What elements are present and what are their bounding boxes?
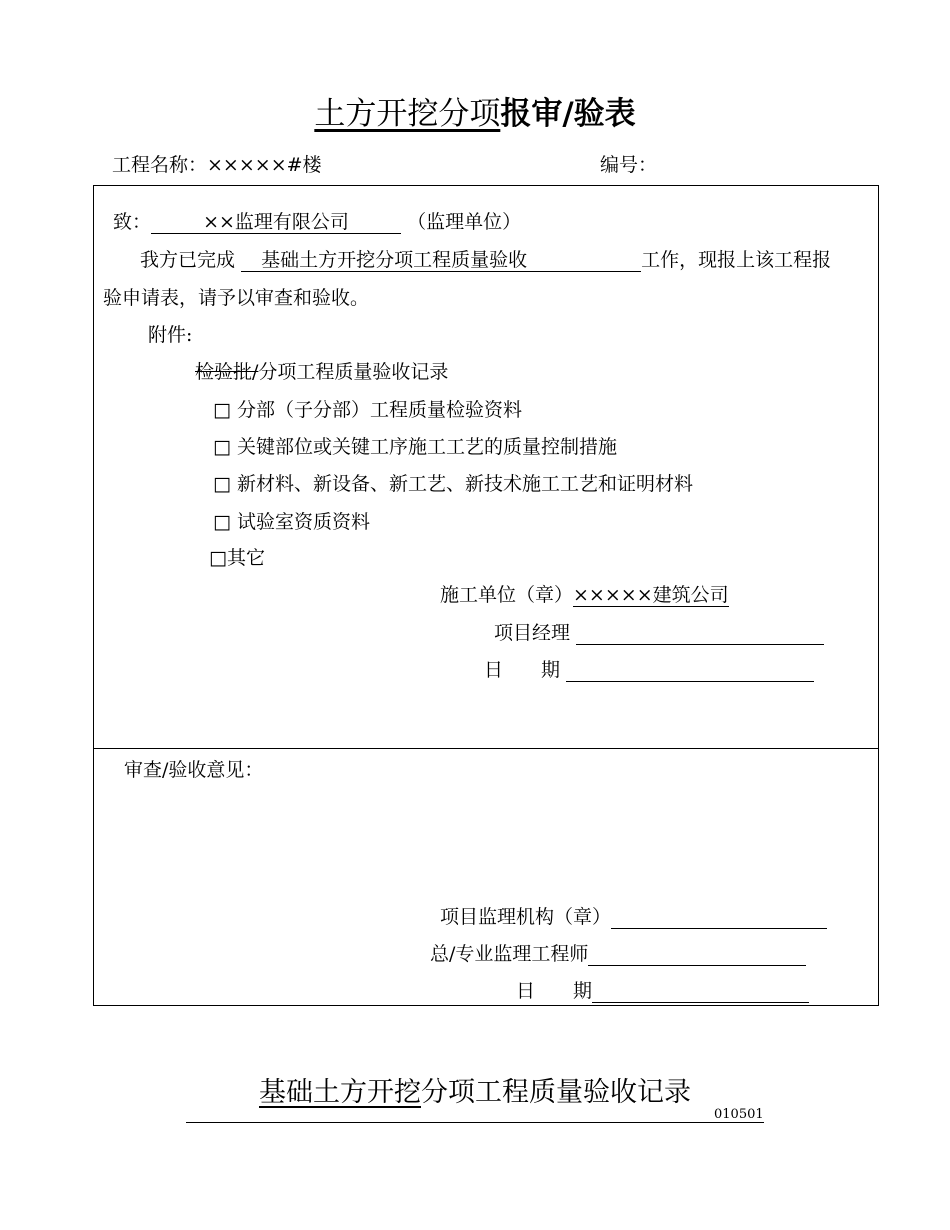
attachment-item: □其它 bbox=[209, 547, 265, 569]
review-date-line bbox=[516, 976, 809, 1003]
review-date-label: 日 期 bbox=[516, 980, 593, 1002]
addressee-line bbox=[113, 207, 521, 234]
form-divider bbox=[93, 748, 879, 749]
number-label: 编号： bbox=[600, 154, 658, 176]
attachments-label: 附件: bbox=[148, 324, 193, 346]
supervision-org-line bbox=[440, 902, 827, 929]
manager-label: 项目经理 bbox=[494, 622, 571, 644]
to-label: 致： bbox=[113, 211, 152, 233]
completed-line-2: 验申请表，请予以审查和验收。 bbox=[103, 287, 370, 309]
record-title-rule bbox=[186, 1122, 764, 1123]
engineer-line bbox=[430, 939, 806, 966]
to-value: ××监理有限公司 bbox=[151, 211, 401, 234]
completed-suffix: 工作，现报上该工程报 bbox=[641, 249, 832, 271]
to-suffix: （监理单位） bbox=[407, 211, 522, 233]
page-title bbox=[0, 88, 950, 133]
contractor-line bbox=[440, 580, 729, 607]
contractor-label: 施工单位（章） bbox=[440, 584, 574, 606]
project-label: 工程名称： bbox=[112, 154, 208, 176]
attachment-item: □ 试验室资质资料 bbox=[213, 511, 370, 533]
title-bold: 报审/验表 bbox=[500, 96, 636, 132]
attachment-item: □ 新材料、新设备、新工艺、新技术施工工艺和证明材料 bbox=[213, 473, 693, 495]
completed-line bbox=[140, 245, 831, 272]
contractor-value: ×××××建筑公司 bbox=[573, 584, 729, 606]
review-date-blank bbox=[592, 982, 809, 1003]
project-name bbox=[112, 150, 322, 177]
record-struck-text: 检验批/ bbox=[195, 361, 259, 383]
manager-line bbox=[494, 618, 824, 645]
manager-signature-blank bbox=[576, 624, 824, 645]
attachment-record bbox=[195, 357, 448, 384]
record-title-rest: 分项工程质量验收记录 bbox=[421, 1077, 691, 1108]
opinion-label: 审查/验收意见： bbox=[124, 759, 264, 781]
record-text: 分项工程质量验收记录 bbox=[258, 361, 449, 383]
engineer-label: 总/专业监理工程师 bbox=[430, 943, 589, 965]
engineer-blank bbox=[588, 945, 806, 966]
supervision-org-label: 项目监理机构（章） bbox=[440, 906, 612, 928]
title-underlined: 土方开挖分项 bbox=[314, 96, 501, 132]
attachment-item: □ 关键部位或关键工序施工工艺的质量控制措施 bbox=[213, 436, 617, 458]
project-value: ×××××#楼 bbox=[207, 154, 322, 176]
attachment-item: □ 分部（子分部）工程质量检验资料 bbox=[213, 399, 522, 421]
supervision-org-blank bbox=[611, 908, 827, 929]
contractor-date-line bbox=[484, 655, 814, 682]
completed-prefix: 我方已完成 bbox=[140, 249, 236, 271]
completed-value: 基础土方开挖分项工程质量验收 bbox=[241, 249, 641, 272]
record-title-underlined: 基础土方开挖 bbox=[259, 1077, 421, 1108]
contractor-date-blank bbox=[566, 661, 814, 682]
contractor-date-label: 日 期 bbox=[484, 659, 561, 681]
record-code: 010501 bbox=[714, 1107, 764, 1122]
record-title bbox=[0, 1070, 950, 1109]
